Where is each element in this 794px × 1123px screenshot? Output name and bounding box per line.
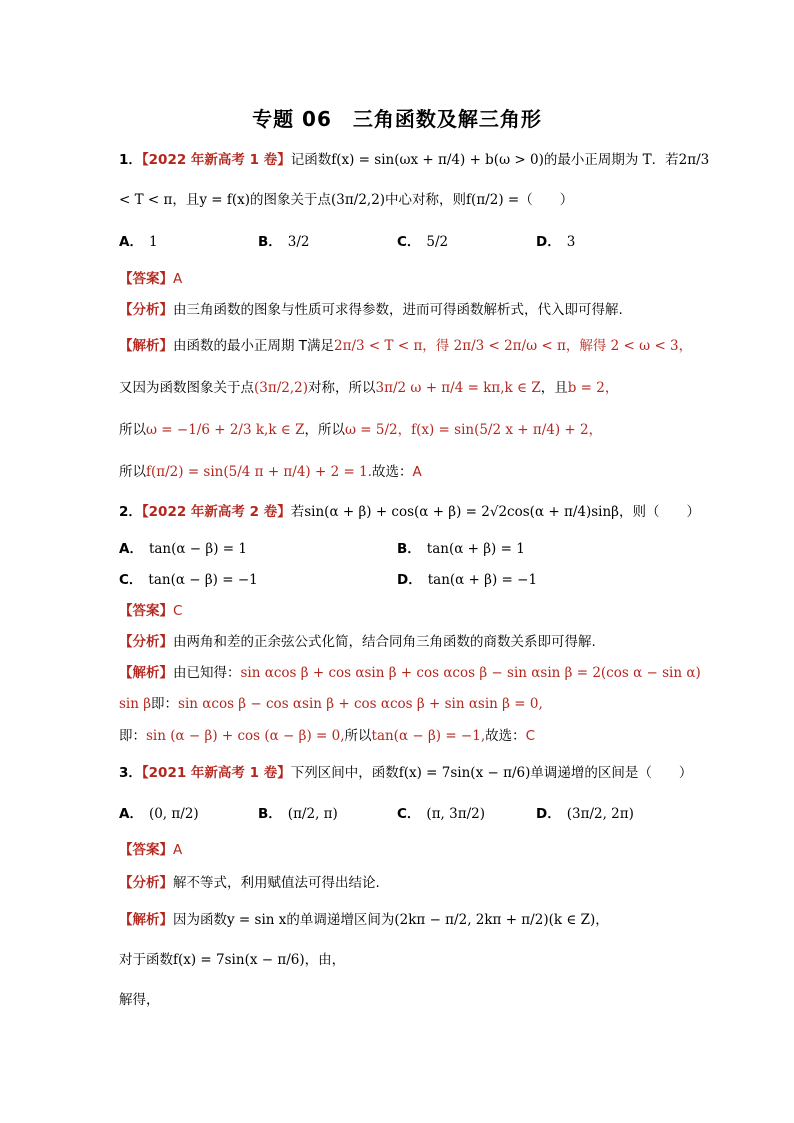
q3-solution-text2a: 对于函数 xyxy=(119,952,173,968)
q3-option-a xyxy=(119,804,199,824)
q3-solution-text1c: 的单调递增区间为 xyxy=(286,912,395,928)
q1-option-a-label: A． xyxy=(119,234,143,250)
q1-solution-math3b: ω = 5/2，f(x) = sin(5/2 x + π/4) + 2， xyxy=(344,422,603,438)
q1-solution-math2c: b = 2， xyxy=(567,380,619,396)
q2-solution-line2 xyxy=(119,694,543,714)
q1-solution-tag: 【解析】 xyxy=(119,338,173,354)
q1-option-c-label: C． xyxy=(397,234,421,250)
q1-solution-text2e: ，且 xyxy=(540,380,568,396)
q2-analysis: 由两角和差的正余弦公式化简，结合同角三角函数的商数关系即可得解. xyxy=(173,634,596,650)
q3-answer: A xyxy=(173,842,183,858)
q3-solution-text2c: ，由， xyxy=(304,952,346,968)
q2-solution-choice: C xyxy=(525,728,536,744)
q2-option-b-text: tan(α + β) = 1 xyxy=(426,541,525,557)
q3-option-a-text: (0, π/2) xyxy=(148,806,199,822)
q3-solution-line2 xyxy=(119,950,345,970)
q2-option-a-label: A． xyxy=(119,541,143,557)
q1-answer-tag: 【答案】 xyxy=(119,271,173,287)
q2-solution-math2a: sin β xyxy=(119,696,152,712)
q3-option-b xyxy=(258,804,338,824)
q1-option-c-text: 5/2 xyxy=(426,234,449,250)
q1-solution-text3c: ，所以 xyxy=(304,422,345,438)
q1-source: 【2022 年新高考 1 卷】 xyxy=(141,152,291,168)
q2-option-c xyxy=(119,570,258,590)
q2-answer-tag: 【答案】 xyxy=(119,603,173,619)
q2-option-c-text: tan(α − β) = −1 xyxy=(148,572,258,588)
q3-answer-tag: 【答案】 xyxy=(119,842,173,858)
q3-stem-math: f(x) = 7sin(x − π/6) xyxy=(398,765,531,781)
q1-solution-line3 xyxy=(119,420,602,440)
q1-solution-line2 xyxy=(119,378,618,398)
q3-analysis-tag: 【分析】 xyxy=(119,875,173,891)
q1-answer-line xyxy=(119,269,182,289)
q3-analysis: 解不等式，利用赋值法可得出结论. xyxy=(173,875,380,891)
q1-option-a-text: 1 xyxy=(148,234,158,250)
q2-option-d xyxy=(397,570,537,590)
q2-answer: C xyxy=(173,603,183,619)
q3-option-d xyxy=(536,804,634,824)
q1-solution-choice: A xyxy=(412,464,422,480)
q2-option-a-text: tan(α − β) = 1 xyxy=(148,541,247,557)
q2-solution-line1 xyxy=(119,663,701,683)
q1-number: 1． xyxy=(119,152,142,168)
q1-option-a xyxy=(119,232,158,252)
q2-solution-text1a: 由已知得： xyxy=(173,665,241,681)
q1-solution-text3a: 所以 xyxy=(119,422,146,438)
q2-solution-text3a: 即： xyxy=(119,728,146,744)
q1-stem-text2: < T < π，且y = f(x)的图象关于点(3π/2,2)中心对称，则f(π/2) =（ ） xyxy=(119,192,574,208)
page-title: 专题 06 三角函数及解三角形 xyxy=(252,107,542,131)
q3-option-c-text: (π, 3π/2) xyxy=(426,806,486,822)
q1-solution-text4a: 所以 xyxy=(119,464,146,480)
q3-solution-math2: f(x) = 7sin(x − π/6) xyxy=(173,952,305,968)
q1-solution-math2b: 3π/2 ω + π/4 = kπ,k ∈ Z xyxy=(375,380,541,396)
q2-solution-tag: 【解析】 xyxy=(119,665,173,681)
q1-solution-text4c: 故选： xyxy=(371,464,413,480)
q2-number: 2． xyxy=(119,504,142,520)
q2-solution-line3 xyxy=(119,726,535,746)
q1-option-c xyxy=(397,232,448,252)
q1-analysis-tag: 【分析】 xyxy=(119,302,173,318)
q1-option-b xyxy=(258,232,310,252)
q1-answer: A xyxy=(173,271,183,287)
q1-analysis: 由三角函数的图象与性质可求得参数，进而可得函数解析式，代入即可得解. xyxy=(173,302,623,318)
q3-solution-text1a: 因为函数 xyxy=(173,912,227,928)
q2-solution-math2b: sin αcos β − cos αsin β + cos αcos β + sin αsin β = 0, xyxy=(178,696,543,712)
q1-stem-text1: 记函数f(x) = sin(ωx + π/4) + b(ω > 0)的最小正周期为 T．若2π/3 xyxy=(290,152,710,168)
q2-analysis-tag: 【分析】 xyxy=(119,634,173,650)
q1-solution-text1a: 由函数的最小正周期 T满足 xyxy=(173,338,335,354)
q1-analysis-line xyxy=(119,300,623,320)
q3-stem-text-a: 下列区间中，函数 xyxy=(290,765,399,781)
q3-number: 3． xyxy=(119,765,142,781)
q3-stem-line xyxy=(119,763,692,783)
q3-solution-tag: 【解析】 xyxy=(119,912,173,928)
q2-option-b xyxy=(397,539,525,559)
q1-stem-line1 xyxy=(119,150,709,170)
q2-solution-text2b: 即： xyxy=(151,696,179,712)
q3-option-b-text: (π/2, π) xyxy=(287,806,338,822)
q3-solution-line3 xyxy=(119,990,160,1010)
q1-solution-text2c: 对称，所以 xyxy=(308,380,376,396)
q1-option-d-label: D． xyxy=(536,234,561,250)
q3-solution-math1a: y = sin x xyxy=(227,912,287,928)
q3-option-a-label: A． xyxy=(119,806,143,822)
q2-stem-text: 若sin(α + β) + cos(α + β) = 2√2cos(α + π/4)sinβ，则（ ） xyxy=(290,504,700,520)
q2-solution-text3c: 所以 xyxy=(344,728,372,744)
q3-stem-text-c: 单调递增的区间是（ ） xyxy=(530,765,693,781)
q2-analysis-line xyxy=(119,632,596,652)
q2-solution-math1: sin αcos β + cos αsin β + cos αcos β − sin αsin β = 2(cos α − sin α) xyxy=(240,665,701,681)
q1-solution-math1: 2π/3 < T < π，得 2π/3 < 2π/ω < π，解得 2 < ω < 3， xyxy=(334,338,693,354)
q3-option-c xyxy=(397,804,485,824)
q3-solution-text1e: ， xyxy=(595,912,609,928)
q1-solution-line1 xyxy=(119,336,692,356)
q3-answer-line xyxy=(119,840,182,860)
q1-solution-math2a: (3π/2,2) xyxy=(254,380,309,396)
q1-solution-math3a: ω = −1/6 + 2/3 k,k ∈ Z xyxy=(146,422,305,438)
q3-solution-text3: 解得， xyxy=(119,992,160,1008)
q3-option-c-label: C． xyxy=(397,806,421,822)
q2-option-b-label: B． xyxy=(397,541,421,557)
q3-option-b-label: B． xyxy=(258,806,282,822)
q2-solution-math3b: tan(α − β) = −1, xyxy=(371,728,486,744)
q2-answer-line xyxy=(119,601,182,621)
q1-solution-text2a: 又因为函数图象关于点 xyxy=(119,380,254,396)
q1-option-b-text: 3/2 xyxy=(287,234,310,250)
q2-solution-text3e: 故选： xyxy=(485,728,526,744)
q3-solution-line1 xyxy=(119,910,609,930)
q2-source: 【2022 年新高考 2 卷】 xyxy=(141,504,291,520)
q1-solution-line4 xyxy=(119,462,422,482)
q2-option-a xyxy=(119,539,247,559)
q1-option-b-label: B． xyxy=(258,234,282,250)
q2-option-d-text: tan(α + β) = −1 xyxy=(427,572,538,588)
q3-analysis-line xyxy=(119,873,380,893)
q2-solution-math3a: sin (α − β) + cos (α − β) = 0, xyxy=(146,728,345,744)
q3-source: 【2021 年新高考 1 卷】 xyxy=(141,765,291,781)
q1-option-d xyxy=(536,232,575,252)
q1-stem-line2 xyxy=(119,190,573,210)
q3-solution-math1b: (2kπ − π/2, 2kπ + π/2)(k ∈ Z) xyxy=(394,912,596,928)
q2-option-d-label: D． xyxy=(397,572,422,588)
q1-solution-math4: f(π/2) = sin(5/4 π + π/4) + 2 = 1. xyxy=(146,464,372,480)
q2-stem-line xyxy=(119,502,700,522)
q3-option-d-label: D． xyxy=(536,806,561,822)
q1-option-d-text: 3 xyxy=(566,234,576,250)
q2-option-c-label: C． xyxy=(119,572,143,588)
q3-option-d-text: (3π/2, 2π) xyxy=(566,806,634,822)
